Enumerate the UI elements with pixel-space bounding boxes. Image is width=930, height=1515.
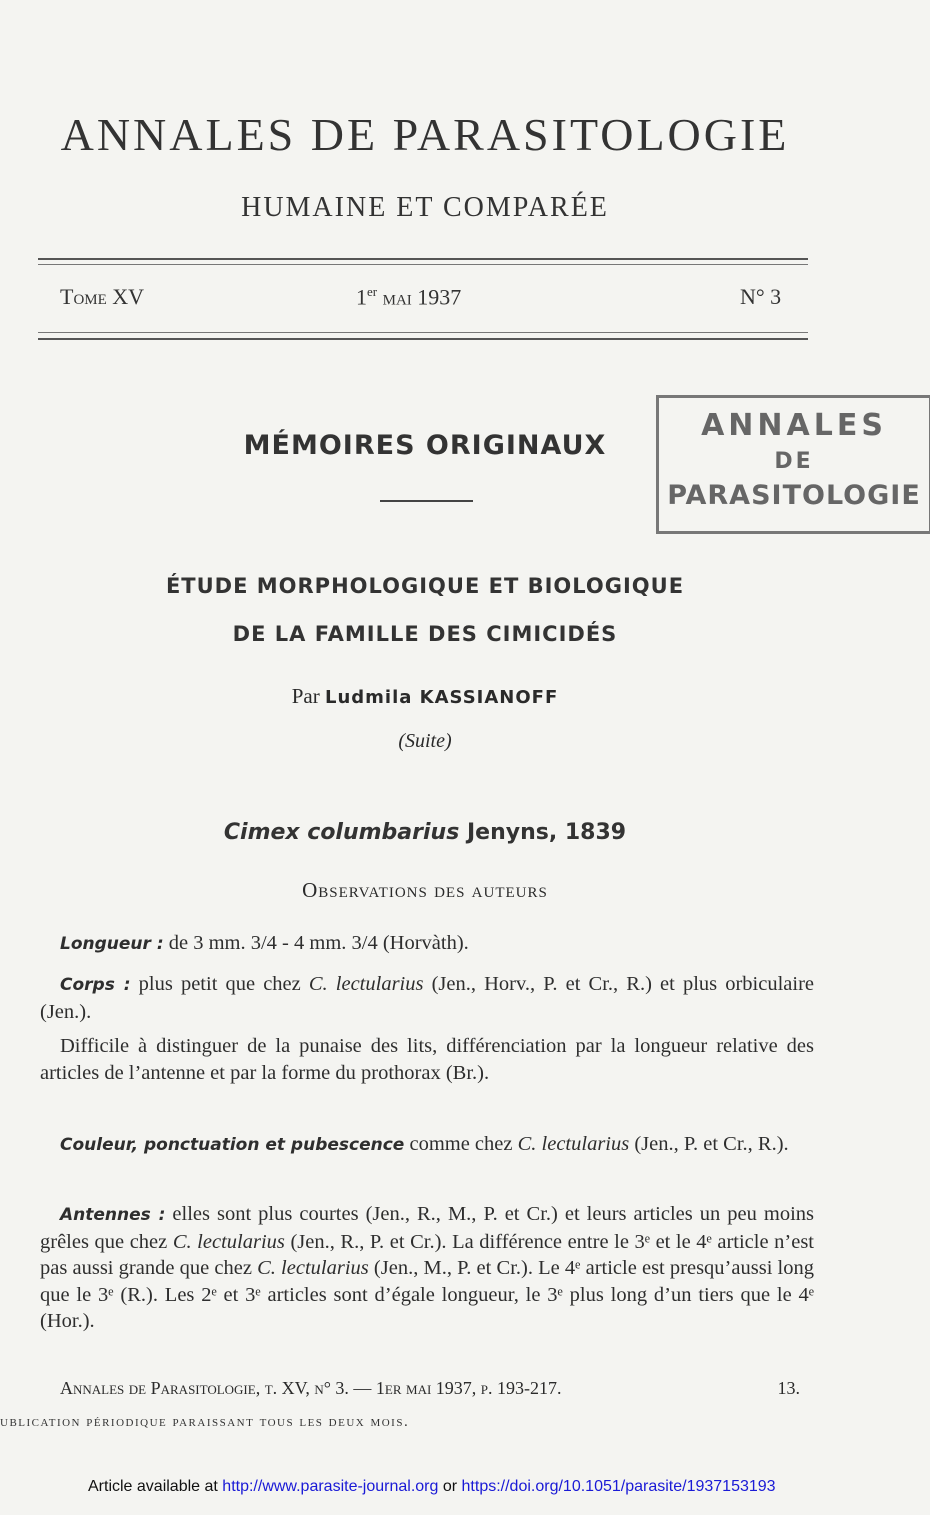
- author-name: Ludmila KASSIANOFF: [324, 687, 559, 708]
- paragraph-difficile: Difficile à distinguer de la punaise des lits, différenciation par la longueur relative des articles de l’antenne et par la forme du prothorax (Br.).: [40, 1035, 814, 1084]
- section-heading: MÉMOIRES ORIGINAUX: [243, 430, 607, 461]
- issue-date: 1er mai 1937: [356, 284, 462, 310]
- header-rule-bottom: [38, 338, 808, 340]
- paragraph-antennes: Antennes : elles sont plus courtes (Jen., R., M., P. et Cr.) et leurs articles un peu moins grêles que chez C. lectularius (Jen., R., P. et Cr.). La différence entre le 3ᵉ et le 4ᵉ article n’est pas aussi grande que chez C. lectularius (Jen., M., P. et Cr.). Le 4ᵉ article est presqu’aussi long que le 3ᵉ (R.). Les 2ᵉ et 3ᵉ articles sont d’égale longueur, le 3ᵉ plus long d’un tiers que le 4ᵉ (Hor.).: [40, 1203, 815, 1332]
- stamp-line-2: DE: [774, 449, 814, 474]
- footer-citation: Annales de Parasitologie, t. XV, n° 3. — 1er mai 1937, p. 193-217.: [60, 1378, 562, 1398]
- paragraph-longueur: Longueur : de 3 mm. 3/4 - 4 mm. 3/4 (Horvàth).: [60, 932, 469, 954]
- page-number: 13.: [777, 1378, 800, 1398]
- paragraph-couleur: Couleur, ponctuation et pubescence comme chez C. lectularius (Jen., P. et Cr., R.).: [60, 1133, 789, 1155]
- section-divider: [380, 500, 473, 502]
- continuation-note: (Suite): [398, 730, 452, 752]
- journal-subtitle: HUMAINE ET COMPARÉE: [241, 192, 609, 223]
- species-heading: [0, 820, 850, 845]
- header-rule-top: [38, 258, 808, 260]
- journal-link[interactable]: http://www.parasite-journal.org: [222, 1478, 439, 1495]
- stamp-line-3: PARASITOLOGIE: [667, 480, 921, 511]
- observations-heading: Observations des auteurs: [302, 878, 548, 902]
- tome-label: Tome XV: [60, 284, 145, 309]
- footer-reference: [60, 1378, 800, 1399]
- byline: [0, 684, 850, 709]
- library-stamp: [656, 395, 930, 534]
- journal-title: ANNALES DE PARASITOLOGIE: [60, 109, 790, 160]
- article-title-line-2: DE LA FAMILLE DES CIMICIDÉS: [232, 622, 618, 646]
- header-rule-top-thin: [38, 264, 808, 265]
- byline-prefix: Par: [291, 684, 320, 708]
- species-author: Jenyns, 1839: [466, 820, 627, 845]
- availability-or: or: [438, 1478, 462, 1495]
- availability-notice: [88, 1478, 776, 1496]
- doi-link[interactable]: https://doi.org/10.1051/parasite/1937153193: [461, 1478, 776, 1495]
- stamp-line-1: ANNALES: [701, 408, 887, 443]
- paragraph-corps: Corps : plus petit que chez C. lectularius (Jen., Horv., P. et Cr., R.) et plus orbiculaire (Jen.).: [40, 973, 815, 1023]
- availability-prefix: Article available at: [88, 1478, 223, 1495]
- issue-number: N° 3: [740, 284, 782, 309]
- header-rule-bottom-thin: [38, 332, 808, 333]
- publication-note: ublication périodique paraissant tous les deux mois.: [0, 1414, 410, 1430]
- article-title-line-1: ÉTUDE MORPHOLOGIQUE ET BIOLOGIQUE: [165, 574, 685, 598]
- species-name: Cimex columbarius: [223, 820, 460, 845]
